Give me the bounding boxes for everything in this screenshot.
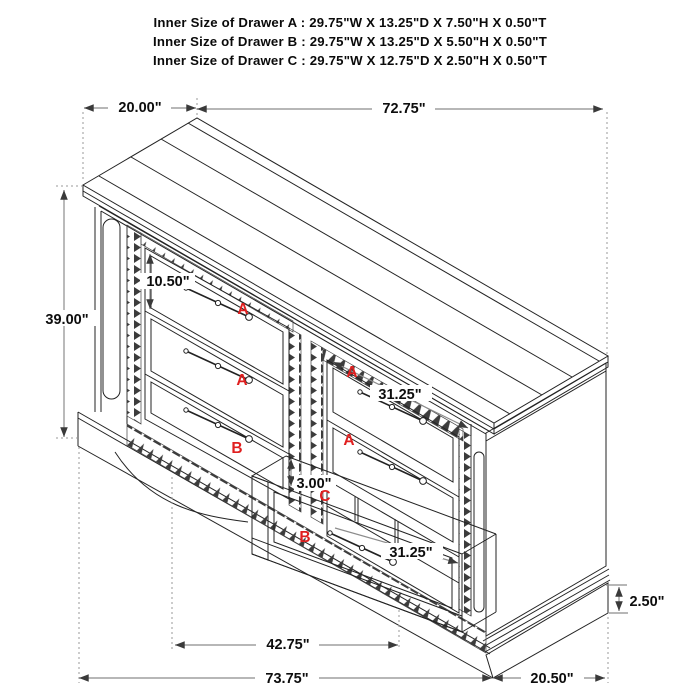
- dimension-base-overall-width: 73.75": [265, 671, 309, 687]
- dimension-side-base-depth: 20.50": [530, 671, 574, 687]
- drawer-label-right-a1: A: [346, 364, 358, 381]
- drawer-b-size-note: Inner Size of Drawer B : 29.75"W X 13.25"D X 5.50"H X 0.50"T: [153, 34, 547, 49]
- dimension-drawer-a-height: 10.50": [146, 274, 190, 290]
- drawer-c-size-note: Inner Size of Drawer C : 29.75"W X 12.75"D X 2.50"H X 0.50"T: [153, 53, 547, 68]
- drawer-label-left-a1: A: [237, 301, 249, 318]
- dimension-base-height: 2.50": [629, 594, 665, 610]
- dimension-top-depth: 20.00": [118, 100, 162, 116]
- dimension-overall-height: 39.00": [45, 312, 89, 328]
- drawer-label-c: C: [319, 488, 331, 505]
- drawer-label-right-a2: A: [343, 432, 355, 449]
- dimension-right-drawer-width: 31.25": [378, 387, 422, 403]
- dimension-open-extension: 42.75": [266, 637, 310, 653]
- drawer-label-left-a2: A: [236, 372, 248, 389]
- drawer-label-open-b: B: [299, 529, 311, 546]
- drawer-label-left-b: B: [231, 440, 243, 457]
- dimension-open-drawer-width: 31.25": [389, 545, 433, 561]
- dimension-top-width: 72.75": [382, 101, 426, 117]
- dimension-lines: [64, 108, 628, 678]
- drawer-size-notes: [153, 15, 547, 68]
- dimension-c-drawer-gap: 3.00": [296, 476, 332, 492]
- drawer-a-size-note: Inner Size of Drawer A : 29.75"W X 13.25"D X 7.50"H X 0.50"T: [153, 15, 547, 30]
